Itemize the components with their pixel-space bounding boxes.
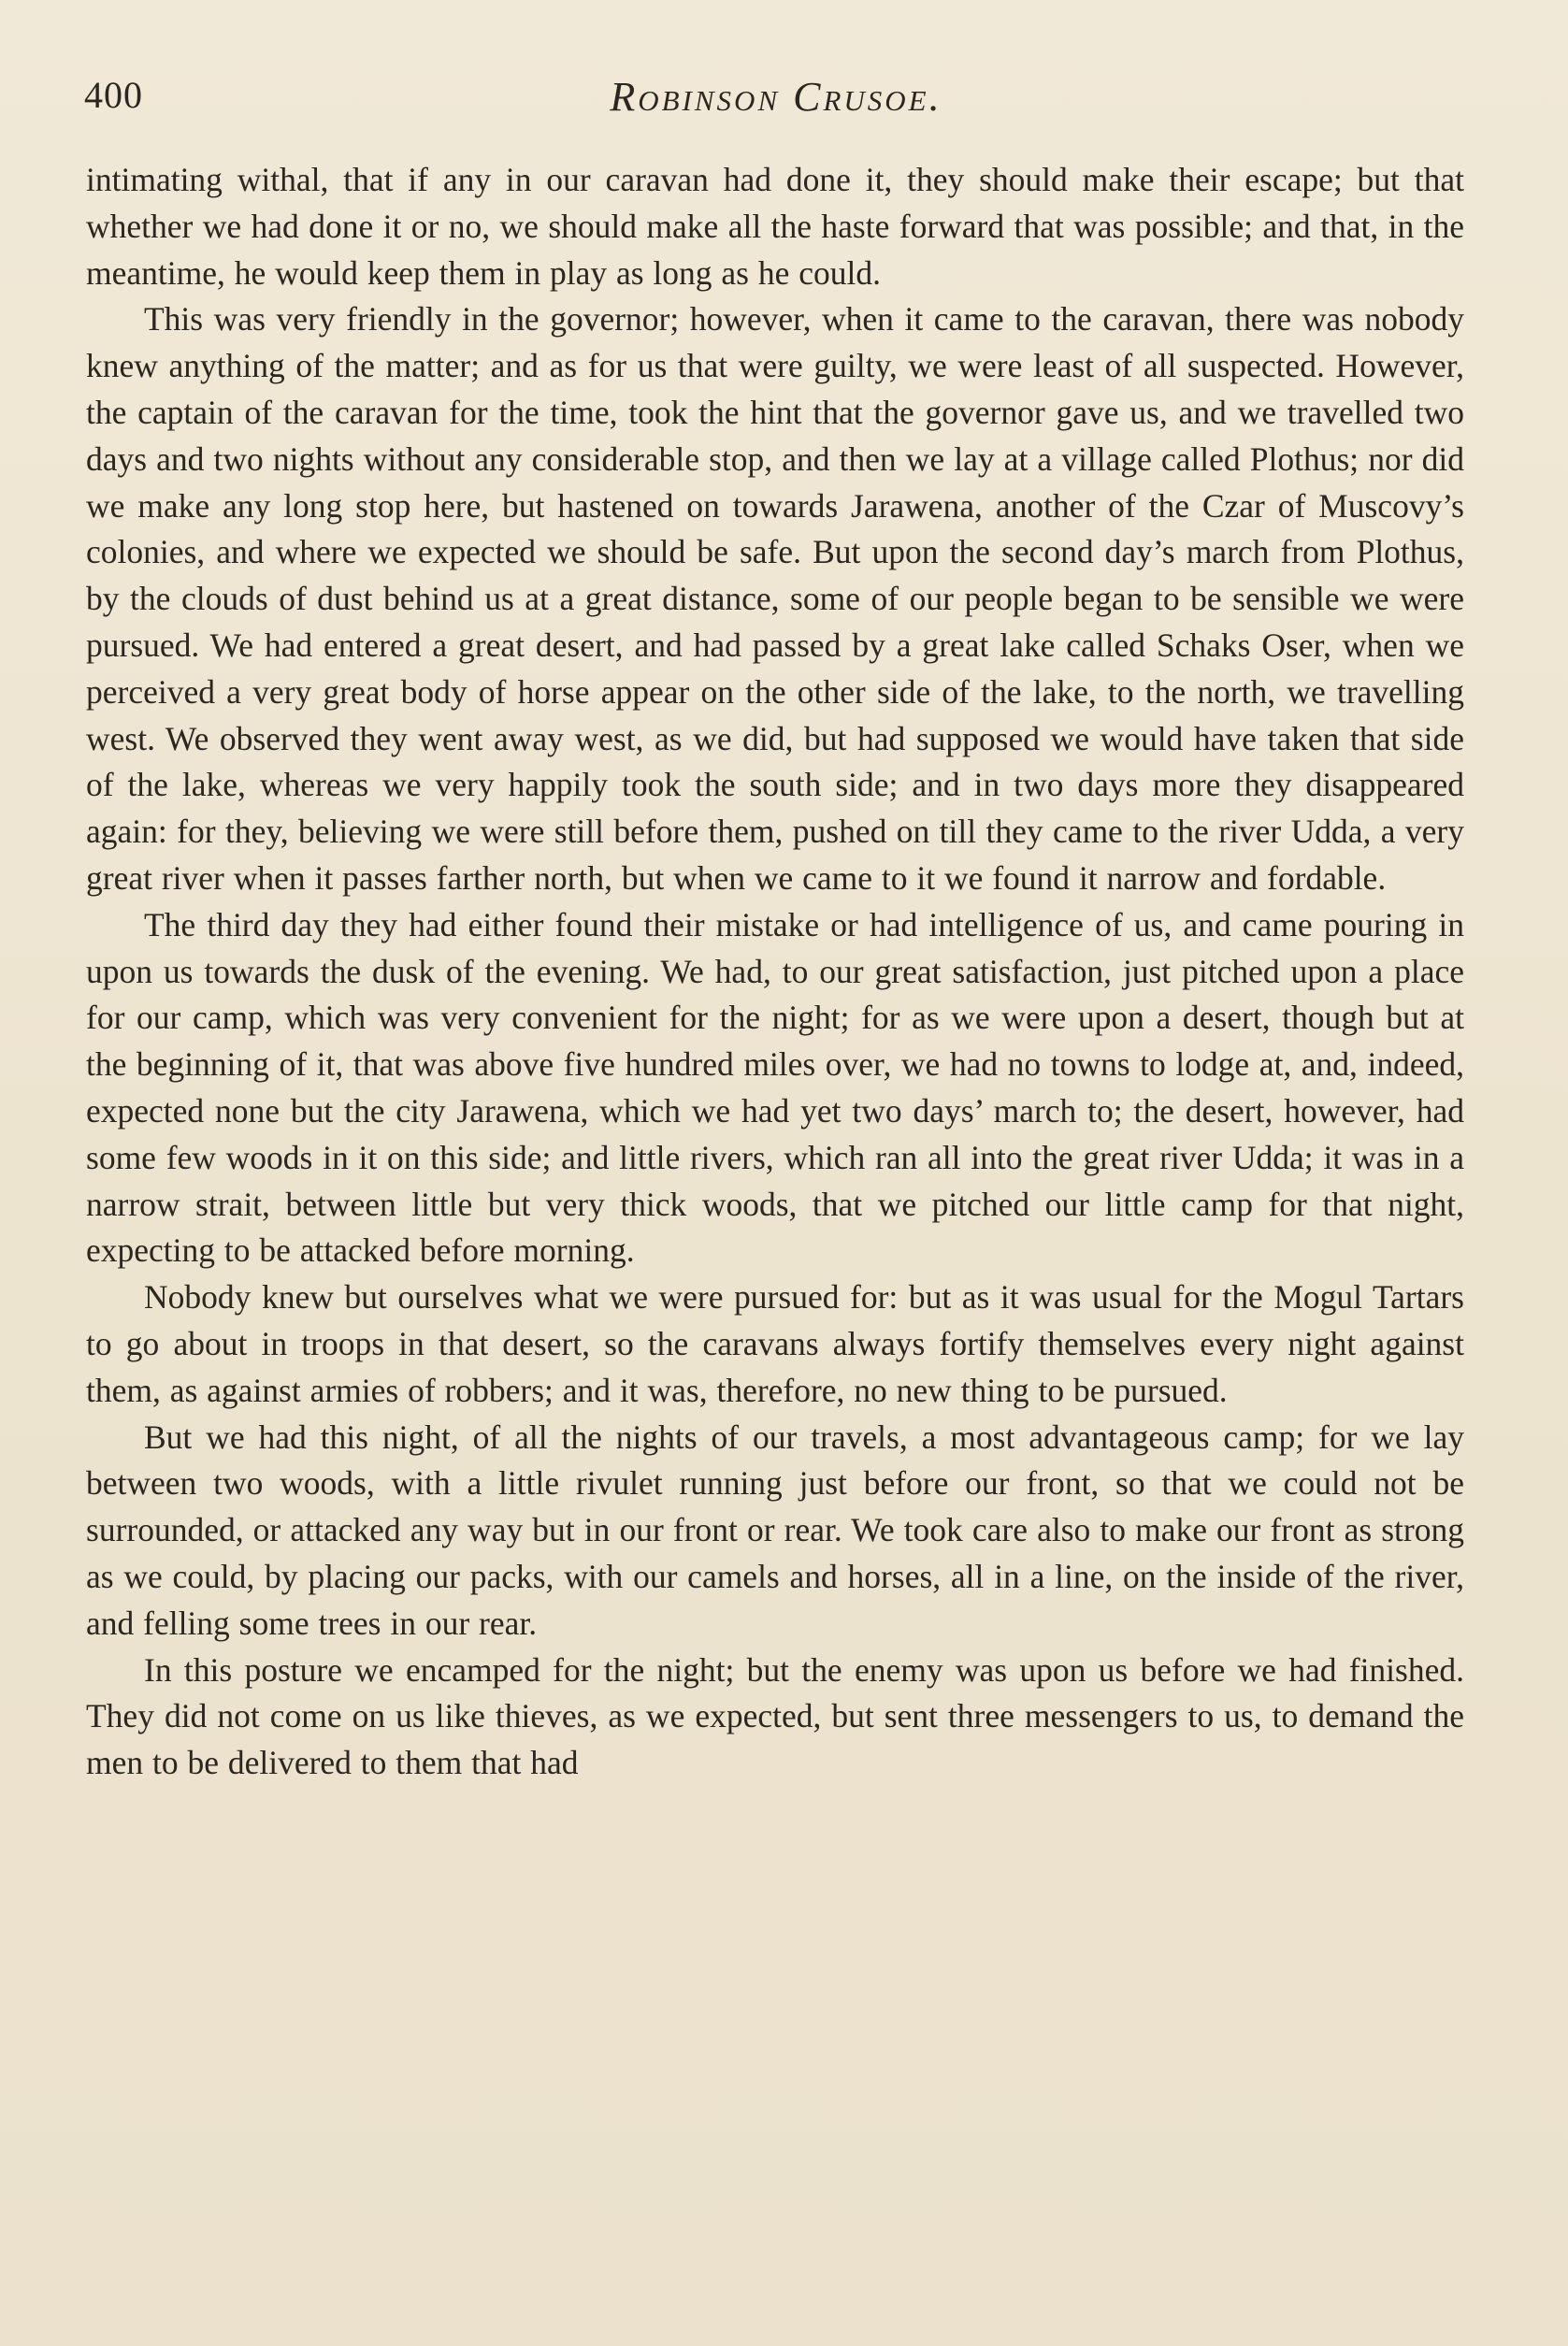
body-text — [86, 157, 1464, 1787]
paragraph: But we had this night, of all the nights of our travels, a most advantageous camp; for we lay between two woods, with a little rivulet running just before our front, so that we could not be surrounded, or attacked any way but in our front or rear. We took care also to make our front as strong as we could, by placing our packs, with our camels and horses, all in a line, on the inside of the river, and felling some trees in our rear. — [86, 1418, 1464, 1642]
page-number: 400 — [84, 74, 143, 116]
paragraph: The third day they had either found their mistake or had intelligence of us, and came pouring in upon us towards the dusk of the evening. We had, to our great satisfaction, just pitched upon a place for our camp, which was very convenient for the night; for as we were upon a desert, though but at the beginning of it, that was above five hundred miles over, we had no towns to lodge at, and, indeed, expected none but the city Jarawena, which we had yet two days’ march to; the desert, however, had some few woods in it on this side; and little rivers, which ran all into the great river Udda; it was in a narrow strait, between little but very thick woods, that we pitched our little camp for that night, expecting to be attacked before morning. — [86, 905, 1464, 1270]
running-head — [84, 73, 1468, 129]
paragraph: This was very friendly in the governor; however, when it came to the caravan, there was nobody knew anything of the matter; and as for us that were guilty, we were least of all suspected. However, the captain of the caravan for the time, took the hint that the governor gave us, and we travelled two days and two nights without any considerable stop, and then we lay at a village called Plothus; nor did we make any long stop here, but hastened on towards Jarawena, another of the Czar of Muscovy’s colonies, and where we expected we should be safe. But upon the second day’s march from Plothus, by the clouds of dust behind us at a great distance, some of our people began to be sensible we were pursued. We had entered a great desert, and had passed by a great lake called Schaks Oser, when we perceived a very great body of horse appear on the other side of the lake, to the north, we travelling west. We observed they went away west, as we did, but had supposed we would have taken that side of the lake, whereas we very happily took the south side; and in two days more they disappeared again: for they, believing we were still before them, pushed on till they came to the river Udda, a very great river when it passes farther north, but when we came to it we found it narrow and fordable. — [86, 300, 1464, 897]
paragraph: Nobody knew but ourselves what we were pursued for: but as it was usual for the Mogul Tartars to go about in troops in that desert, so the caravans always fortify themselves every night against them, as against armies of robbers; and it was, therefore, no new thing to be pursued. — [86, 1278, 1464, 1409]
running-title: Robinson Crusoe. — [610, 74, 942, 120]
paragraph: intimating withal, that if any in our caravan had done it, they should make their escape; but that whether we had done it or no, we should make all the haste forward that was possible; and that, in the meantime, he would keep them in play as long as he could. — [86, 161, 1464, 292]
paragraph: In this posture we encamped for the night; but the enemy was upon us before we had finished. They did not come on us like thieves, as we expected, but sent three messengers to us, to demand the men to be delivered to them that had — [86, 1650, 1464, 1782]
